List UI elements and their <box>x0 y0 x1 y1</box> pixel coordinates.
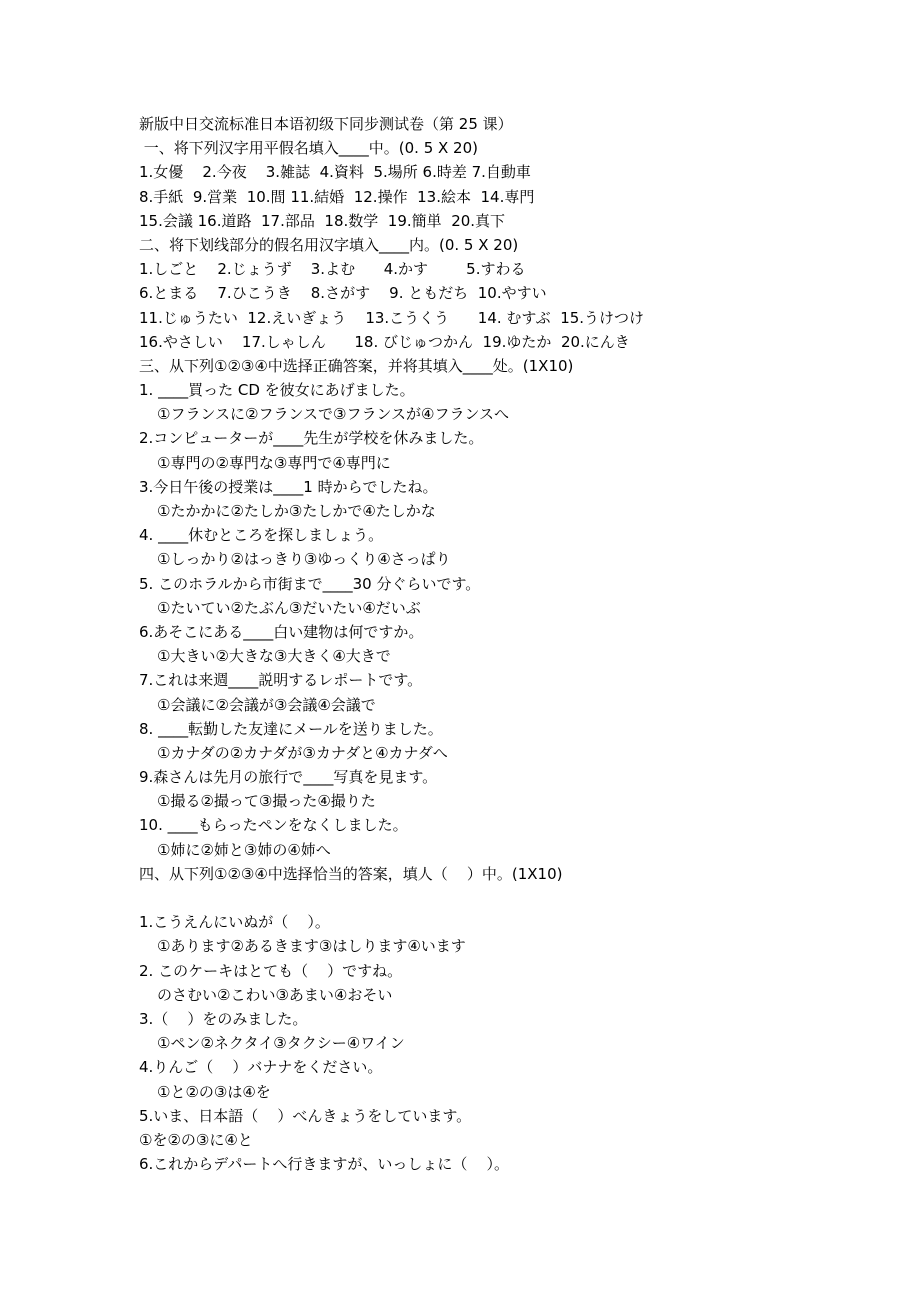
question-text: 1.こうえんにいぬが（ ）。 <box>139 913 330 932</box>
question-options: ①たかかに②たしか③たしかで④たしかな <box>157 502 436 520</box>
question-text: 6.これからデパートへ行きますが、いっしょに（ ）。 <box>139 1155 509 1174</box>
question-options: ①姉に②姉と③姉の④姉へ <box>157 840 331 859</box>
section-1-row: 8.手紙 9.営業 10.間 11.結婚 12.操作 13.絵本 14.専門 <box>139 187 535 206</box>
question-text: 8. ____転勤した友達にメールを送りました。 <box>139 719 443 738</box>
question-options: ①と②の③は④を <box>157 1082 271 1101</box>
section-1-row: 15.会議 16.道路 17.部品 18.数学 19.簡単 20.真下 <box>139 211 506 230</box>
blank-line <box>139 886 899 910</box>
question-text: 9.森さんは先月の旅行で____写真を見ます。 <box>139 768 438 787</box>
section-4-heading: 四、从下列①②③④中选择恰当的答案，填人（ ）中。(1X10) <box>139 864 563 883</box>
section-2-row: 11.じゅうたい 12.えいぎょう 13.こうくう 14. むすぶ 15.うけつけ <box>139 308 645 327</box>
question-text: 2. このケーキはとても（ ）ですね。 <box>139 961 403 980</box>
section-2-heading: 二、将下划线部分的假名用汉字填入____内。(0. 5 X 20) <box>139 235 519 254</box>
question-options: ①しっかり②はっきり③ゆっくり④さっぱり <box>157 550 451 569</box>
section-2-row: 6.とまる 7.ひこうき 8.さがす 9. ともだち 10.やすい <box>139 284 547 303</box>
question-options: ①たいてい②たぶん③だいたい④だいぶ <box>157 598 421 617</box>
section-1-heading: 一、将下列汉字用平假名填入____中。(0. 5 X 20) <box>139 139 478 158</box>
question-options: ①あります②あるきます③はしります④います <box>157 937 466 956</box>
section-3-heading: 三、从下列①②③④中选择正确答案，并将其填入____处。(1X10) <box>139 356 574 375</box>
question-text: 5.いま、日本語（ ）べんきょうをしています。 <box>139 1106 472 1125</box>
question-options: ①を②の③に④と <box>139 1130 253 1149</box>
question-text: 4. ____休むところを探しましょう。 <box>139 526 384 545</box>
paper-title: 新版中日交流标准日本语初级下同步测试卷（第 25 课） <box>139 115 513 133</box>
question-options: ①ペン②ネクタイ③タクシー④ワイン <box>157 1034 405 1053</box>
section-2-row: 16.やさしい 17.しゃしん 18. びじゅつかん 19.ゆたか 20.にんき <box>139 332 630 351</box>
question-text: 3.（ ）をのみました。 <box>139 1009 308 1028</box>
section-2-row: 1.しごと 2.じょうず 3.よむ 4.かす 5.すわる <box>139 260 526 279</box>
question-text: 7.これは来週____説明するレポートです。 <box>139 671 423 690</box>
section-1-row: 1.女優 2.今夜 3.雑誌 4.資料 5.場所 6.時差 7.自動車 <box>139 163 531 182</box>
question-text: 4.りんご（ ）バナナをください。 <box>139 1058 383 1077</box>
question-text: 1. ____買った CD を彼女にあげました。 <box>139 381 415 400</box>
question-text: 5. このホラルから市街まで____30 分ぐらいです。 <box>139 574 481 593</box>
question-options: ①専門の②専門な③専門で④専門に <box>157 453 391 472</box>
question-text: 3.今日午後の授業は____1 時からでしたね。 <box>139 477 438 496</box>
question-text: 6.あそこにある____白い建物は何ですか。 <box>139 622 424 641</box>
question-options: ①カナダの②カナダが③カナダと④カナダへ <box>157 743 448 762</box>
question-options: ①撮る②撮って③撮った④撮りた <box>157 792 376 811</box>
question-text: 10. ____もらったペンをなくしました。 <box>139 816 408 835</box>
question-options: のさむい②こわい③あまい④おそい <box>157 985 393 1004</box>
question-text: 2.コンピューターが____先生が学校を休みました。 <box>139 429 484 448</box>
question-options: ①大きい②大きな③大きく④大きで <box>157 647 391 666</box>
question-options: ①フランスに②フランスで③フランスが④フランスへ <box>157 405 509 424</box>
question-options: ①会議に②会議が③会議④会議で <box>157 695 376 714</box>
test-paper <box>139 112 899 1176</box>
